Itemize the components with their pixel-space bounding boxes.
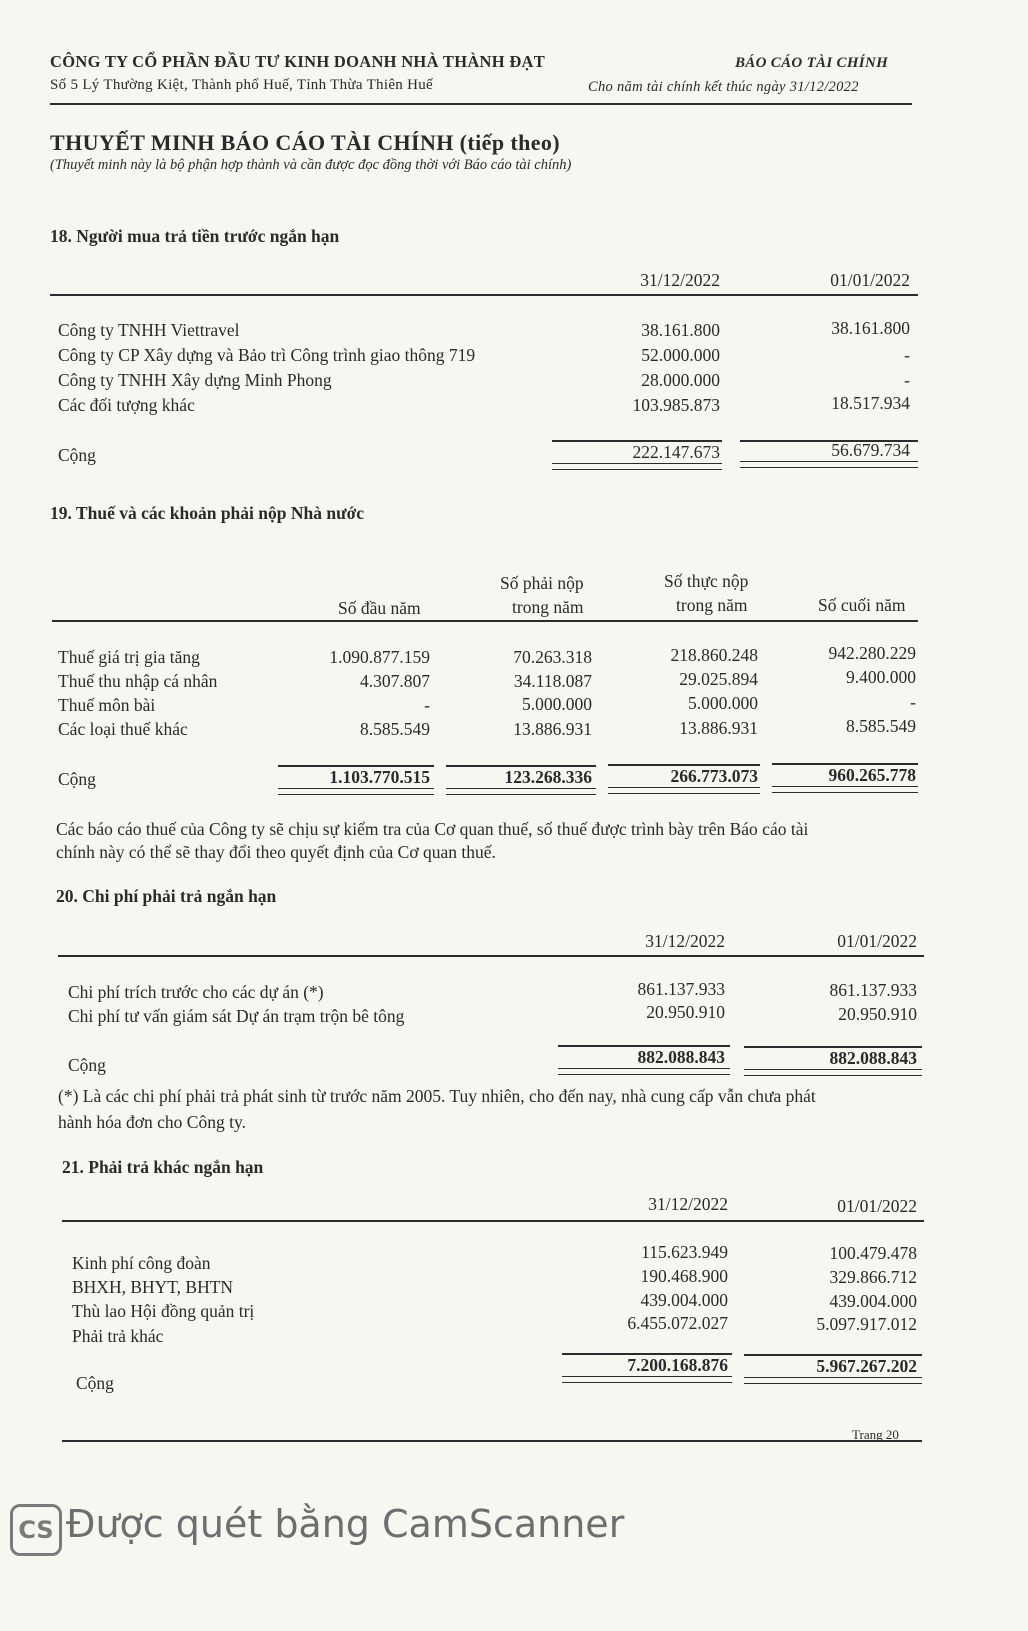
- camscanner-logo-text: CS: [18, 1516, 54, 1544]
- s21-row-value: 329.866.712: [829, 1267, 917, 1287]
- s21-double-underline: [562, 1376, 732, 1383]
- header-rule: [50, 103, 912, 105]
- report-period: Cho năm tài chính kết thúc ngày 31/12/2022: [588, 79, 859, 95]
- s19-row-value: 13.886.931: [679, 718, 758, 738]
- s19-row-label: Các loại thuế khác: [58, 719, 188, 739]
- section-18-title: 18. Người mua trả tiền trước ngắn hạn: [50, 226, 340, 246]
- s20-row-label: Chi phí trích trước cho các dự án (*): [68, 982, 324, 1002]
- s18-total-label: Cộng: [58, 445, 96, 465]
- s21-row-value: 439.004.000: [640, 1290, 728, 1310]
- s18-col-header-1: 31/12/2022: [640, 270, 720, 290]
- s20-row-value: 20.950.910: [838, 1004, 917, 1024]
- s18-row-value: 103.985.873: [632, 395, 720, 415]
- s18-col-header-2: 01/01/2022: [830, 270, 910, 290]
- s19-row-value: 5.000.000: [688, 693, 758, 713]
- s20-total-label: Cộng: [68, 1055, 106, 1075]
- s21-row-value: 5.097.917.012: [816, 1314, 917, 1334]
- s18-double-underline: [740, 461, 918, 468]
- s21-row-label: Thù lao Hội đồng quản trị: [72, 1301, 255, 1321]
- s19-row-value: 70.263.318: [513, 647, 592, 667]
- company-address: Số 5 Lý Thường Kiệt, Thành phố Huế, Tỉnh Thừa Thiên Huế: [50, 77, 434, 93]
- doc-subtitle: (Thuyết minh này là bộ phận hợp thành và cần được đọc đồng thời với Báo cáo tài chính): [50, 157, 572, 173]
- s19-row-value: -: [424, 695, 430, 715]
- s21-row-label: BHXH, BHYT, BHTN: [72, 1277, 234, 1297]
- s19-row-value: 9.400.000: [846, 667, 916, 687]
- s21-header-rule: [62, 1220, 924, 1222]
- s21-total-value: 7.200.168.876: [627, 1355, 728, 1375]
- s18-row-value: -: [904, 370, 910, 390]
- s20-total-value: 882.088.843: [829, 1048, 917, 1068]
- s21-row-value: 100.479.478: [829, 1243, 917, 1263]
- s18-row-value: 38.161.800: [831, 318, 910, 338]
- s19-header-rule: [52, 620, 918, 622]
- footer-rule: [62, 1440, 922, 1442]
- s20-double-underline: [744, 1069, 922, 1076]
- s19-row-value: 218.860.248: [670, 645, 758, 665]
- s20-double-underline: [558, 1068, 730, 1075]
- s19-row-value: 4.307.807: [360, 671, 430, 691]
- s19-col-header-4: Số cuối năm: [818, 595, 906, 615]
- page-number: Trang 20: [852, 1427, 899, 1442]
- s19-row-label: Thuế thu nhập cá nhân: [58, 671, 218, 691]
- s18-total-value: 56.679.734: [831, 440, 910, 460]
- s19-col-header-2b: trong năm: [512, 597, 584, 617]
- s21-total-value: 5.967.267.202: [816, 1356, 917, 1376]
- s21-col-header-2: 01/01/2022: [837, 1196, 917, 1216]
- s19-note-line-2: chính này có thể sẽ thay đổi theo quyết định của Cơ quan thuế.: [56, 842, 496, 862]
- s19-row-value: 5.000.000: [522, 694, 592, 714]
- section-19-title: 19. Thuế và các khoản phải nộp Nhà nước: [50, 503, 365, 523]
- s20-row-value: 861.137.933: [829, 980, 917, 1000]
- s19-row-value: 13.886.931: [513, 719, 592, 739]
- s21-row-value: 6.455.072.027: [627, 1313, 728, 1333]
- section-21-title: 21. Phải trả khác ngắn hạn: [62, 1157, 264, 1177]
- s20-header-rule: [58, 955, 924, 957]
- company-name: CÔNG TY CỔ PHẦN ĐẦU TƯ KINH DOANH NHÀ THÀNH ĐẠT: [50, 52, 546, 71]
- s20-total-value: 882.088.843: [637, 1047, 725, 1067]
- s19-total-value: 1.103.770.515: [329, 767, 430, 787]
- s19-total-label: Cộng: [58, 769, 96, 789]
- s19-row-value: 8.585.549: [360, 719, 430, 739]
- s19-double-underline: [608, 787, 760, 794]
- s19-row-value: 8.585.549: [846, 716, 916, 736]
- s18-row-value: -: [904, 345, 910, 365]
- s18-header-rule: [50, 294, 918, 296]
- s19-row-value: 34.118.087: [513, 671, 592, 691]
- s19-double-underline: [278, 788, 434, 795]
- report-title: BÁO CÁO TÀI CHÍNH: [735, 55, 889, 71]
- s20-col-header-2: 01/01/2022: [837, 931, 917, 951]
- s19-col-header-1: Số đầu năm: [338, 598, 421, 618]
- doc-title: THUYẾT MINH BÁO CÁO TÀI CHÍNH (tiếp theo): [50, 130, 561, 155]
- s21-total-label: Cộng: [76, 1373, 114, 1393]
- s18-row-label: Công ty TNHH Xây dựng Minh Phong: [58, 370, 332, 390]
- s19-col-header-3b: trong năm: [676, 595, 748, 615]
- s18-total-value: 222.147.673: [632, 442, 720, 462]
- s21-row-label: Phải trả khác: [72, 1326, 164, 1346]
- s19-row-value: 942.280.229: [828, 643, 916, 663]
- s20-row-value: 861.137.933: [637, 979, 725, 999]
- s21-col-header-1: 31/12/2022: [648, 1194, 728, 1214]
- s19-double-underline: [772, 786, 918, 793]
- s19-total-value: 123.268.336: [504, 767, 592, 787]
- s19-total-value: 266.773.073: [670, 766, 758, 786]
- s18-row-value: 52.000.000: [641, 345, 720, 365]
- s18-row-label: Các đối tượng khác: [58, 395, 195, 415]
- s19-note-line-1: Các báo cáo thuế của Công ty sẽ chịu sự kiểm tra của Cơ quan thuế, số thuế được trình bày trên Báo cáo tài: [56, 819, 809, 839]
- s19-row-value: 1.090.877.159: [329, 647, 430, 667]
- s18-row-label: Công ty CP Xây dựng và Bảo trì Công trình giao thông 719: [58, 345, 476, 365]
- s18-double-underline: [552, 463, 722, 470]
- s19-row-value: -: [910, 692, 916, 712]
- s21-row-value: 115.623.949: [641, 1242, 728, 1262]
- s19-row-label: Thuế môn bài: [58, 695, 156, 715]
- s21-row-value: 439.004.000: [829, 1291, 917, 1311]
- s20-row-value: 20.950.910: [646, 1002, 725, 1022]
- s19-col-header-3a: Số thực nộp: [664, 571, 749, 591]
- s19-col-header-2a: Số phải nộp: [500, 573, 584, 593]
- s18-row-label: Công ty TNHH Viettravel: [58, 320, 240, 340]
- s20-note-line-2: hành hóa đơn cho Công ty.: [58, 1112, 246, 1132]
- s20-col-header-1: 31/12/2022: [645, 931, 725, 951]
- s18-row-value: 18.517.934: [831, 393, 910, 413]
- s19-row-label: Thuế giá trị gia tăng: [58, 647, 200, 667]
- s20-row-label: Chi phí tư vấn giám sát Dự án trạm trộn bê tông: [68, 1006, 405, 1026]
- s18-row-value: 38.161.800: [641, 320, 720, 340]
- s21-row-label: Kinh phí công đoàn: [72, 1253, 211, 1273]
- s19-total-value: 960.265.778: [828, 765, 916, 785]
- s19-double-underline: [446, 788, 596, 795]
- camscanner-logo-icon: [10, 1504, 62, 1556]
- s21-double-underline: [744, 1377, 922, 1384]
- camscanner-watermark: Được quét bằng CamScanner: [66, 1502, 625, 1546]
- s20-note-line-1: (*) Là các chi phí phải trả phát sinh từ trước năm 2005. Tuy nhiên, cho đến nay, nhà cung cấp vẫn chưa phát: [58, 1086, 816, 1106]
- s18-row-value: 28.000.000: [641, 370, 720, 390]
- s21-row-value: 190.468.900: [640, 1266, 728, 1286]
- s19-row-value: 29.025.894: [679, 669, 758, 689]
- section-20-title: 20. Chi phí phải trả ngắn hạn: [56, 886, 277, 906]
